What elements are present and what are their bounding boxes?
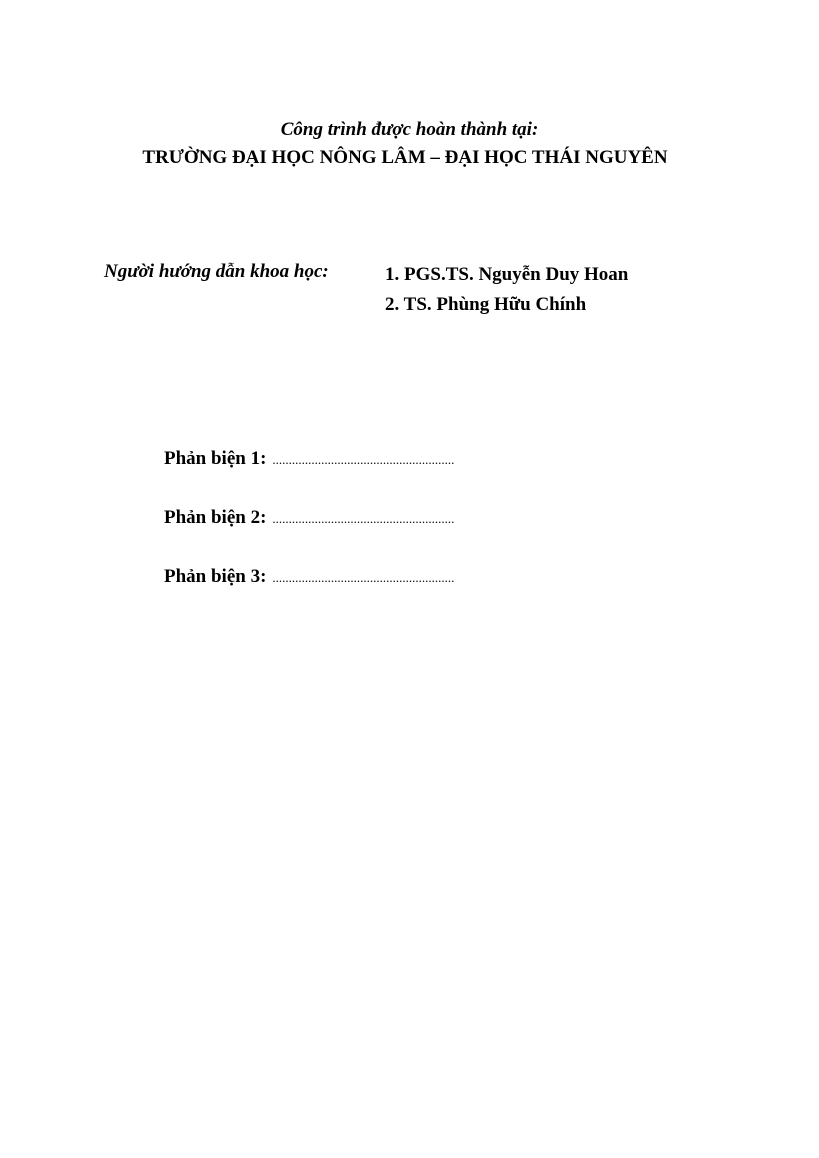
- reviewer-1-blank: ........................................................: [272, 452, 455, 467]
- reviewer-3-blank: ........................................................: [272, 570, 455, 585]
- reviewer-3-line: [164, 565, 454, 590]
- reviewer-2-blank: ........................................................: [272, 511, 455, 526]
- reviewer-3-label: Phản biện 3:: [164, 566, 267, 587]
- university-name: TRƯỜNG ĐẠI HỌC NÔNG LÂM – ĐẠI HỌC THÁI NGUYÊN: [142, 147, 668, 168]
- reviewer-2-line: [164, 506, 454, 531]
- advisor-1: 1. PGS.TS. Nguyễn Duy Hoan: [385, 264, 629, 285]
- reviewer-1-line: [164, 447, 454, 472]
- completion-place-heading: Công trình được hoàn thành tại:: [280, 119, 539, 140]
- advisors-label: Người hướng dẫn khoa học:: [104, 261, 329, 282]
- advisor-2: 2. TS. Phùng Hữu Chính: [385, 294, 587, 315]
- reviewer-2-label: Phản biện 2:: [164, 507, 267, 528]
- advisors-list: [385, 260, 628, 320]
- reviewer-1-label: Phản biện 1:: [164, 448, 267, 469]
